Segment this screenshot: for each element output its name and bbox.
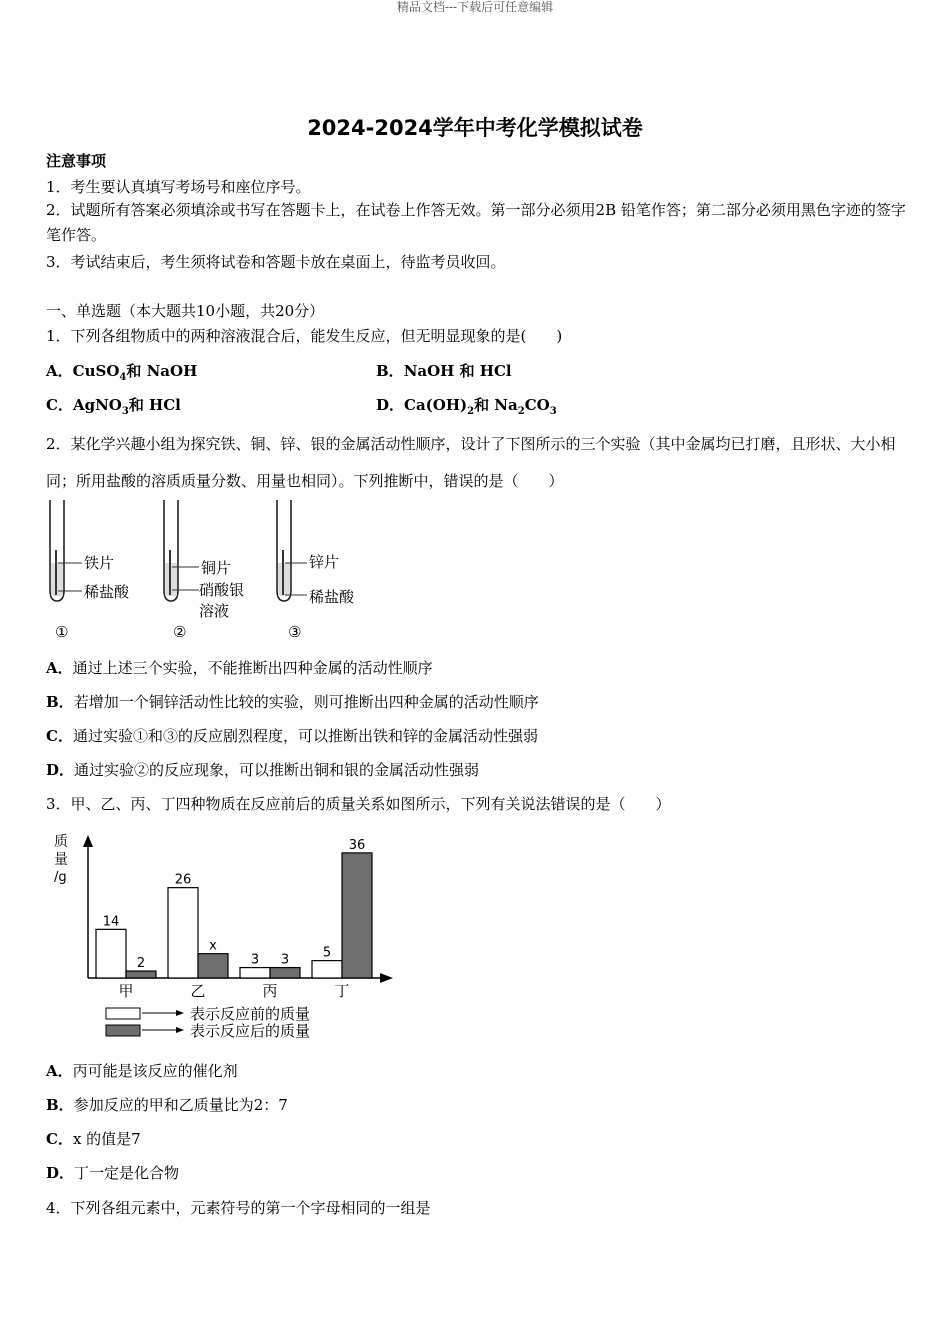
bar-after-2 <box>270 968 300 978</box>
bar-before-1 <box>168 888 198 978</box>
y-axis-label-3: /g <box>54 870 67 885</box>
bar-value-label: 14 <box>102 914 120 930</box>
bar-value-label: 36 <box>348 837 366 853</box>
q3-option-b <box>46 1096 288 1114</box>
bar-value-label: 3 <box>250 952 260 968</box>
q1-option-d-text1: Ca(OH) <box>404 396 468 414</box>
category-label: 丙 <box>262 982 278 1000</box>
q3-option-b-text: 参加反应的甲和乙质量比为2：7 <box>73 1096 288 1114</box>
tube-2-liquid-label-2: 溶液 <box>199 602 230 620</box>
q1-option-a-key: A． <box>46 362 73 380</box>
q1-option-b <box>376 362 512 380</box>
legend-arrowhead-before <box>176 1010 184 1016</box>
y-axis-arrow <box>83 835 93 847</box>
tube-1-number: ① <box>55 623 69 641</box>
notice-item-2: 2．试题所有答案必须填涂或书写在答题卡上，在试卷上作答无效。第一部分必须用2B 铅笔作答；第二部分必须用黑色字迹的签字笔作答。 <box>46 201 906 244</box>
q1-option-d-sub3: 3 <box>549 406 557 417</box>
q1-option-b-key: B． <box>376 362 404 380</box>
chart-legend <box>106 1005 310 1040</box>
q3-option-c-text: x 的值是7 <box>72 1130 141 1148</box>
test-tube-3 <box>277 500 355 641</box>
q1-option-c-text1: AgNO <box>72 396 122 414</box>
page-header: 精品文档---下载后可任意编辑 <box>396 0 554 14</box>
q1-option-a-sub: 4 <box>119 372 127 383</box>
category-label: 甲 <box>118 982 134 1000</box>
page-title: 2024-2024学年中考化学模拟试卷 <box>307 116 643 140</box>
mass-bar-chart <box>44 825 396 1045</box>
q1-option-b-text: NaOH 和 HCl <box>403 362 512 380</box>
q1-option-a-text2: 和 NaOH <box>126 362 198 380</box>
tube-2-number: ② <box>173 623 187 641</box>
y-axis-label-2: 量 <box>54 852 68 868</box>
tube-1-metal-label: 铁片 <box>84 554 115 572</box>
legend-label-after: 表示反应后的质量 <box>190 1022 311 1040</box>
section-heading: 一、单选题（本大题共10小题，共20分） <box>46 302 325 320</box>
q2-option-d-key: D． <box>46 761 75 779</box>
q2-option-d <box>46 761 479 779</box>
q3-option-a-key: A． <box>46 1062 73 1080</box>
q3-option-c <box>46 1130 141 1148</box>
bar-value-label: 2 <box>136 956 146 972</box>
bar-value-label: x <box>209 938 217 954</box>
category-label: 丁 <box>334 982 350 1000</box>
x-axis-arrow <box>380 973 393 983</box>
q2-option-c-key: C． <box>46 727 73 745</box>
q1-option-c-sub: 3 <box>121 406 129 417</box>
q1-option-a <box>46 362 197 387</box>
bar-before-2 <box>240 968 270 978</box>
legend-label-before: 表示反应前的质量 <box>190 1005 311 1023</box>
q2-option-a <box>46 659 433 677</box>
q1-option-d-text3: CO <box>524 396 550 414</box>
tube-3-number: ③ <box>288 623 302 641</box>
q1-option-a-text1: CuSO <box>72 362 120 380</box>
question-4-stem: 4．下列各组元素中，元素符号的第一个字母相同的一组是 <box>46 1199 431 1217</box>
q2-option-b <box>46 693 539 711</box>
bar-before-0 <box>96 929 126 978</box>
q1-option-d-sub2: 2 <box>517 406 525 417</box>
notice-item-3: 3．考试结束后，考生须将试卷和答题卡放在桌面上，待监考员收回。 <box>46 253 506 271</box>
q3-option-d <box>46 1164 179 1182</box>
legend-arrowhead-after <box>176 1027 184 1033</box>
notice-heading: 注意事项 <box>46 152 107 170</box>
bar-value-label: 3 <box>280 952 290 968</box>
q3-option-d-text: 丁一定是化合物 <box>74 1164 180 1182</box>
q3-option-a-text: 丙可能是该反应的催化剂 <box>72 1062 238 1080</box>
q2-option-d-text: 通过实验②的反应现象，可以推断出铜和银的金属活动性强弱 <box>74 761 480 779</box>
q1-option-c-key: C． <box>46 396 73 414</box>
bar-after-3 <box>342 853 372 978</box>
q3-option-a <box>46 1062 238 1080</box>
category-labels <box>118 982 349 1000</box>
q2-option-a-key: A． <box>46 659 73 677</box>
bar-after-1 <box>198 954 228 978</box>
tube-2-liquid-label-1: 硝酸银 <box>199 581 245 599</box>
q1-option-c-text2: 和 HCl <box>128 396 181 414</box>
notice-item-1: 1．考生要认真填写考场号和座位序号。 <box>46 178 311 196</box>
q2-option-b-key: B． <box>46 693 74 711</box>
bar-value-label: 26 <box>174 872 192 888</box>
q3-option-c-key: C． <box>46 1130 73 1148</box>
q1-option-c <box>46 396 181 421</box>
q3-option-d-key: D． <box>46 1164 75 1182</box>
legend-swatch-before <box>106 1008 140 1019</box>
y-axis-label-1: 质 <box>54 834 68 850</box>
bar-after-0 <box>126 971 156 978</box>
question-3-stem: 3．甲、乙、丙、丁四种物质在反应前后的质量关系如图所示，下列有关说法错误的是（ ） <box>46 795 671 813</box>
test-tube-1 <box>50 500 130 641</box>
q3-option-b-key: B． <box>46 1096 74 1114</box>
test-tube-figure <box>44 495 384 645</box>
q1-option-d-text2: 和 Na <box>474 396 518 414</box>
tube-2-metal-label: 铜片 <box>201 559 232 577</box>
q2-option-b-text: 若增加一个铜锌活动性比较的实验，则可推断出四种金属的活动性顺序 <box>73 693 539 711</box>
bar-value-label: 5 <box>322 945 332 961</box>
q2-option-c <box>46 727 538 745</box>
question-2-stem: 2．某化学兴趣小组为探究铁、铜、锌、银的金属活动性顺序，设计了下图所示的三个实验（其中金属均已打磨，且形状、大小相同；所用盐酸的溶质质量分数、用量也相同）。下列推断中，错误的是（ ） <box>46 435 896 490</box>
legend-swatch-after <box>106 1025 140 1036</box>
q1-option-d <box>376 396 557 421</box>
q1-option-d-key: D． <box>376 396 405 414</box>
tube-3-metal-label: 锌片 <box>309 553 340 571</box>
bars <box>96 838 372 978</box>
q2-option-c-text: 通过实验①和③的反应剧烈程度，可以推断出铁和锌的金属活动性强弱 <box>72 727 538 745</box>
q2-option-a-text: 通过上述三个实验，不能推断出四种金属的活动性顺序 <box>72 659 433 677</box>
test-tube-2 <box>164 500 244 641</box>
question-1-stem: 1．下列各组物质中的两种溶液混合后，能发生反应，但无明显现象的是( ) <box>46 327 563 345</box>
tube-3-liquid-label: 稀盐酸 <box>309 588 355 606</box>
category-label: 乙 <box>190 982 206 1000</box>
tube-1-liquid-label: 稀盐酸 <box>84 583 130 601</box>
bar-before-3 <box>312 961 342 978</box>
q1-option-d-sub1: 2 <box>467 406 475 417</box>
